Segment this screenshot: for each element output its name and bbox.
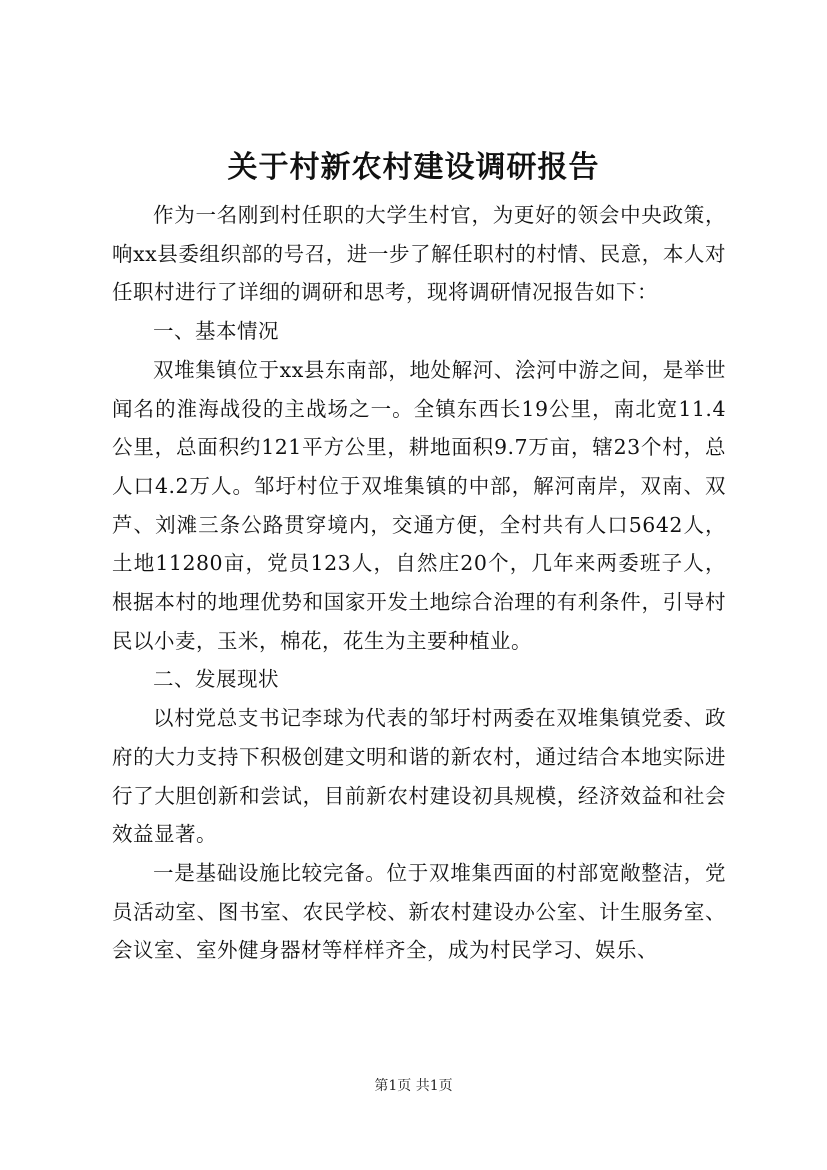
document-body <box>112 196 726 970</box>
paragraph-basic-info: 双堆集镇位于xx县东南部，地处解河、浍河中游之间，是举世闻名的淮海战役的主战场之一。全镇东西长19公里，南北宽11.4公里，总面积约121平方公里，耕地面积9.7万亩，辖23个村，总人口4.2万人。邹圩村位于双堆集镇的中部，解河南岸，双南、双芦、刘滩三条公路贯穿境内，交通方便，全村共有人口5642人，土地11280亩，党员123人，自然庄20个，几年来两委班子人，根据本村的地理优势和国家开发土地综合治理的有利条件，引导村民以小麦，玉米，棉花，花生为主要种植业。 <box>112 357 726 653</box>
page-footer: 第1页 共1页 <box>374 1078 453 1094</box>
section-heading-status: 二、发展现状 <box>153 667 279 692</box>
paragraph-status: 以村党总支书记李球为代表的邹圩村两委在双堆集镇党委、政府的大力支持下积极创建文明和谐的新农村，通过结合本地实际进行了大胆创新和尝试，目前新农村建设初具规模，经济效益和社会效益显著。 <box>112 706 726 847</box>
section-heading-basic: 一、基本情况 <box>153 319 279 344</box>
paragraph-infrastructure: 一是基础设施比较完备。位于双堆集西面的村部宽敞整洁，党员活动室、图书室、农民学校、新农村建设办公室、计生服务室、会议室、室外健身器材等样样齐全，成为村民学习、娱乐、 <box>112 860 726 963</box>
paragraph-intro: 作为一名刚到村任职的大学生村官，为更好的领会中央政策，响xx县委组织部的号召，进一步了解任职村的村情、民意，本人对任职村进行了详细的调研和思考，现将调研情况报告如下： <box>112 203 726 305</box>
page-title: 关于村新农村建设调研报告 <box>227 150 600 185</box>
